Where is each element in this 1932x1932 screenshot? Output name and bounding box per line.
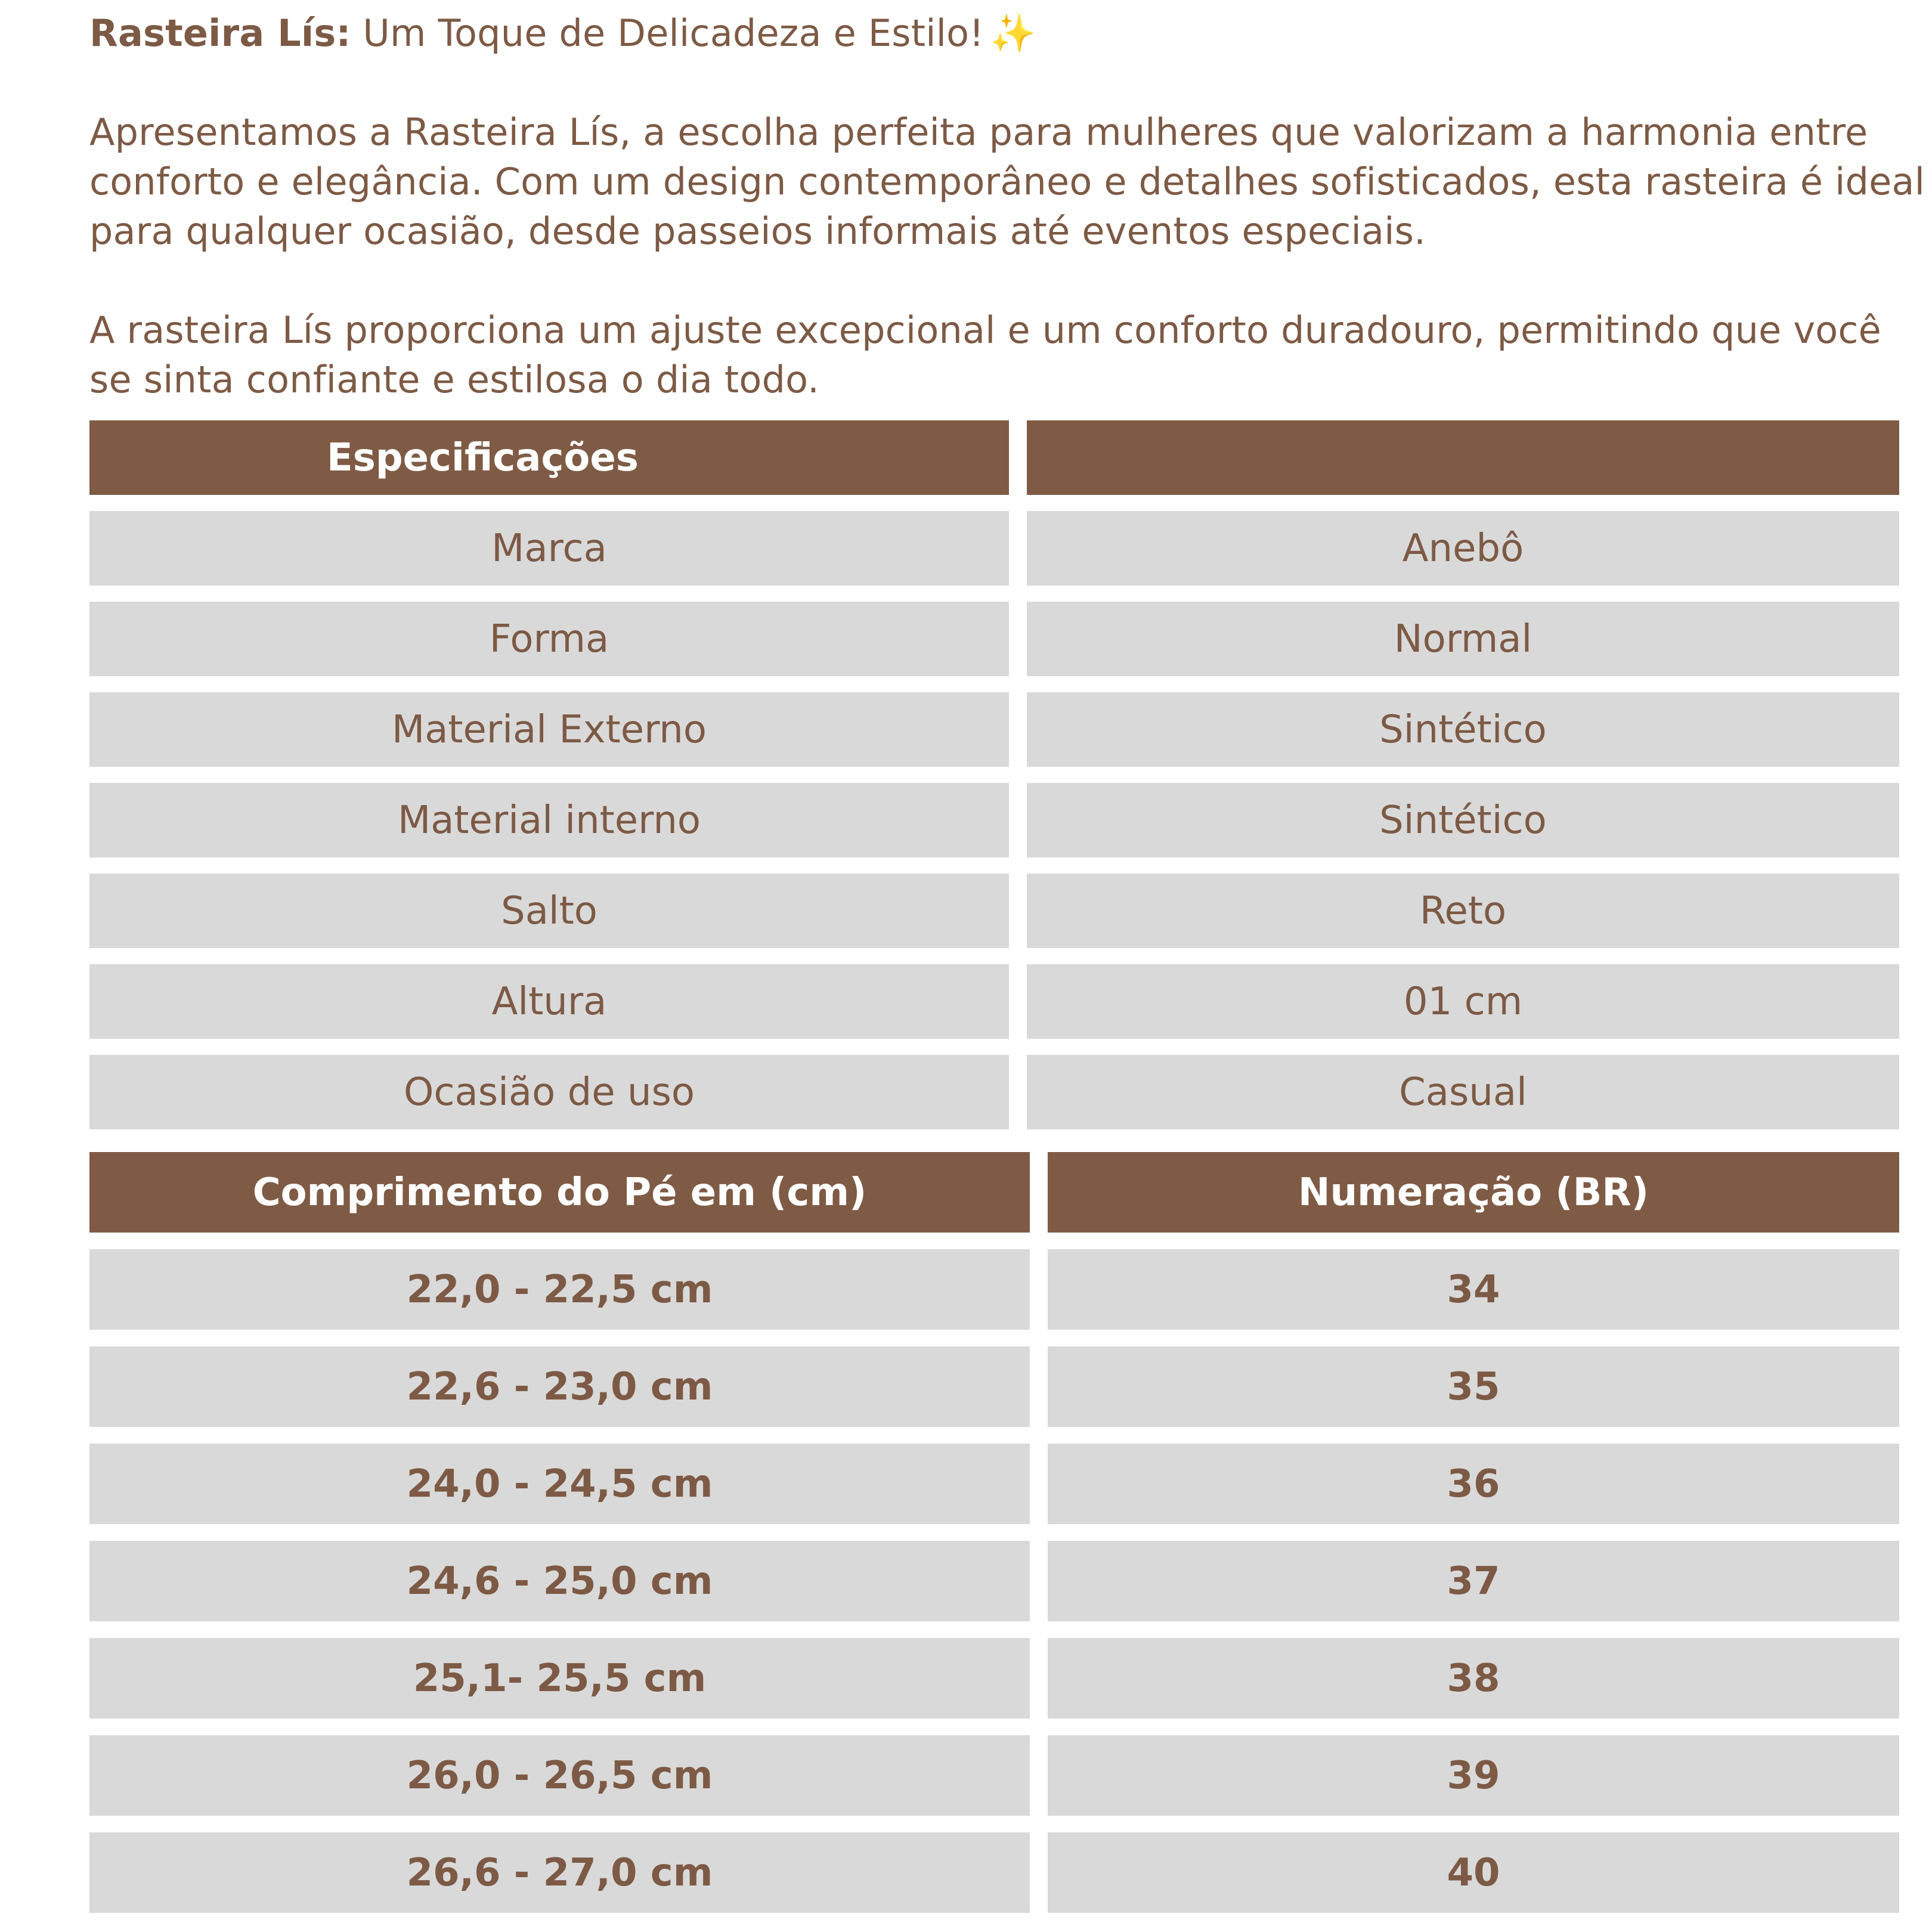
intro-paragraph-2: A rasteira Lís proporciona um ajuste excepcional e um conforto duradouro, permitindo que você se sinta confiante e estilosa o dia todo. — [89, 308, 1881, 401]
specs-value: Anebô — [1027, 511, 1899, 586]
foot-length: 26,0 - 26,5 cm — [89, 1735, 1030, 1816]
specs-label: Altura — [89, 964, 1009, 1039]
shoe-size: 39 — [1048, 1735, 1899, 1816]
sizes-row — [89, 1832, 1899, 1913]
sizes-header-row — [89, 1152, 1899, 1233]
specs-value: Sintético — [1027, 783, 1899, 857]
shoe-size: 35 — [1048, 1346, 1899, 1427]
specs-row — [89, 874, 1899, 948]
shoe-size: 36 — [1048, 1444, 1899, 1524]
specs-row — [89, 1055, 1899, 1129]
intro-paragraph-1: Apresentamos a Rasteira Lís, a escolha perfeita para mulheres que valorizam a harmonia entre conforto e elegância. Com um design contemporâneo e detalhes sofisticados, esta rasteira é ideal para qualquer ocasião, desde passeios informais até eventos especiais. — [89, 110, 1925, 253]
intro-title — [89, 8, 1932, 58]
shoe-size: 34 — [1048, 1249, 1899, 1330]
sizes-header-size: Numeração (BR) — [1048, 1152, 1899, 1233]
intro-title-bold: Rasteira Lís: — [89, 11, 351, 55]
specs-row — [89, 692, 1899, 767]
sparkles-icon: ✨ — [990, 11, 1036, 55]
specs-label: Material interno — [89, 783, 1009, 857]
specs-label: Marca — [89, 511, 1009, 586]
size-chart-table — [89, 1152, 1899, 1930]
specs-row — [89, 602, 1899, 676]
specs-value: 01 cm — [1027, 964, 1899, 1039]
foot-length: 26,6 - 27,0 cm — [89, 1832, 1030, 1913]
sizes-row — [89, 1444, 1899, 1524]
sizes-row — [89, 1249, 1899, 1330]
specs-value: Sintético — [1027, 692, 1899, 767]
specs-row — [89, 511, 1899, 586]
specs-value: Casual — [1027, 1055, 1899, 1129]
foot-length: 22,0 - 22,5 cm — [89, 1249, 1030, 1330]
specs-label: Ocasião de uso — [89, 1055, 1009, 1129]
shoe-size: 38 — [1048, 1638, 1899, 1719]
shoe-size: 40 — [1048, 1832, 1899, 1913]
intro-section — [89, 8, 1932, 404]
specs-label: Salto — [89, 874, 1009, 948]
sizes-header-length: Comprimento do Pé em (cm) — [89, 1152, 1030, 1233]
shoe-size: 37 — [1048, 1541, 1899, 1621]
sizes-row — [89, 1541, 1899, 1621]
product-description — [89, 0, 1932, 1895]
foot-length: 22,6 - 23,0 cm — [89, 1346, 1030, 1427]
foot-length: 24,6 - 25,0 cm — [89, 1541, 1030, 1621]
specs-row — [89, 783, 1899, 857]
intro-title-rest: Um Toque de Delicadeza e Estilo! — [363, 11, 984, 55]
foot-length: 24,0 - 24,5 cm — [89, 1444, 1030, 1524]
specs-value: Normal — [1027, 602, 1899, 676]
specs-label: Material Externo — [89, 692, 1009, 767]
specs-header-row — [89, 420, 1899, 495]
sizes-row — [89, 1346, 1899, 1427]
sizes-row — [89, 1735, 1899, 1816]
sizes-row — [89, 1638, 1899, 1719]
specs-value: Reto — [1027, 874, 1899, 948]
specs-row — [89, 964, 1899, 1039]
specs-header-label: Especificações — [89, 420, 1009, 495]
specifications-table — [89, 420, 1899, 1145]
specs-label: Forma — [89, 602, 1009, 676]
specs-header-value — [1027, 420, 1899, 495]
foot-length: 25,1- 25,5 cm — [89, 1638, 1030, 1719]
